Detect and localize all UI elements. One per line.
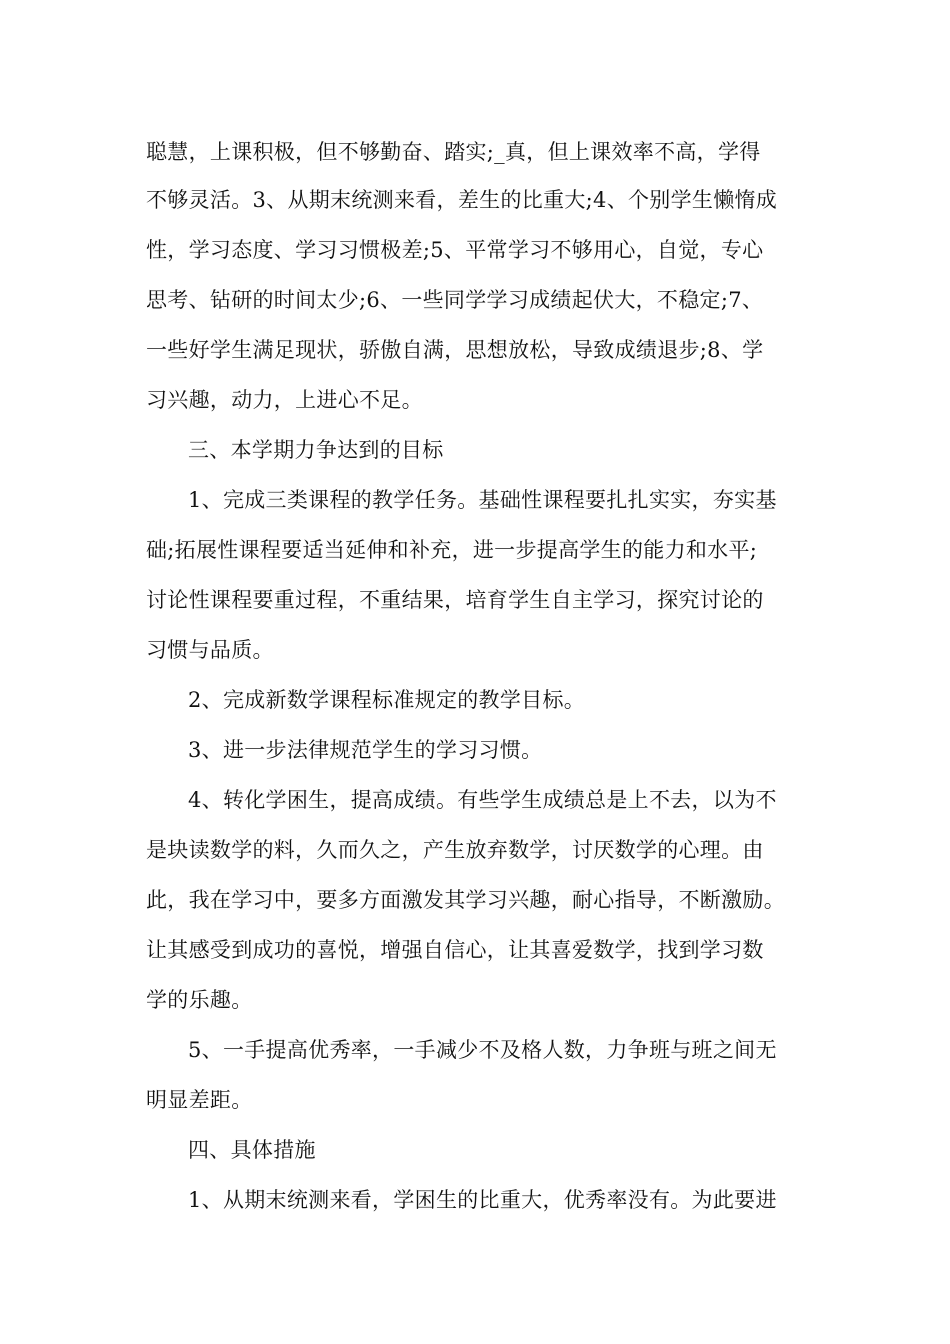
text-line: 4、转化学困生，提高成绩。有些学生成绩总是上不去，以为不 <box>188 788 777 812</box>
text-line: 3、进一步法律规范学生的学习习惯。 <box>188 738 543 762</box>
text-line: 习惯与品质。 <box>146 638 274 662</box>
section-heading: 四、具体措施 <box>188 1138 316 1162</box>
text-line: 1、完成三类课程的教学任务。基础性课程要扎扎实实，夯实基 <box>188 488 777 512</box>
text-line: 不够灵活。3、从期末统测来看，差生的比重大;4、个别学生懒惰成 <box>146 188 778 212</box>
text-line: 明显差距。 <box>146 1088 253 1112</box>
text-line: 一些好学生满足现状，骄傲自满，思想放松，导致成绩退步;8、学 <box>146 338 764 362</box>
text-line: 聪慧，上课积极，但不够勤奋、踏实;_真，但上课效率不高，学得 <box>146 140 761 164</box>
section-heading: 三、本学期力争达到的目标 <box>188 438 444 462</box>
text-line: 此，我在学习中，要多方面激发其学习兴趣，耐心指导，不断激励。 <box>146 888 785 912</box>
text-line: 5、一手提高优秀率，一手减少不及格人数，力争班与班之间无 <box>188 1038 777 1062</box>
text-line: 学的乐趣。 <box>146 988 253 1012</box>
text-line: 1、从期末统测来看，学困生的比重大，优秀率没有。为此要进 <box>188 1188 777 1212</box>
text-line: 让其感受到成功的喜悦，增强自信心，让其喜爱数学，找到学习数 <box>146 938 764 962</box>
text-line: 性，学习态度、学习习惯极差;5、平常学习不够用心，自觉，专心 <box>146 238 764 262</box>
text-line: 讨论性课程要重过程，不重结果，培育学生自主学习，探究讨论的 <box>146 588 764 612</box>
text-line: 思考、钻研的时间太少;6、一些同学学习成绩起伏大，不稳定;7、 <box>146 288 764 312</box>
text-line: 2、完成新数学课程标准规定的教学目标。 <box>188 688 586 712</box>
text-line: 习兴趣，动力，上进心不足。 <box>146 388 423 412</box>
text-line: 础;拓展性课程要适当延伸和补充，进一步提高学生的能力和水平; <box>146 538 758 562</box>
text-line: 是块读数学的料，久而久之，产生放弃数学，讨厌数学的心理。由 <box>146 838 764 862</box>
